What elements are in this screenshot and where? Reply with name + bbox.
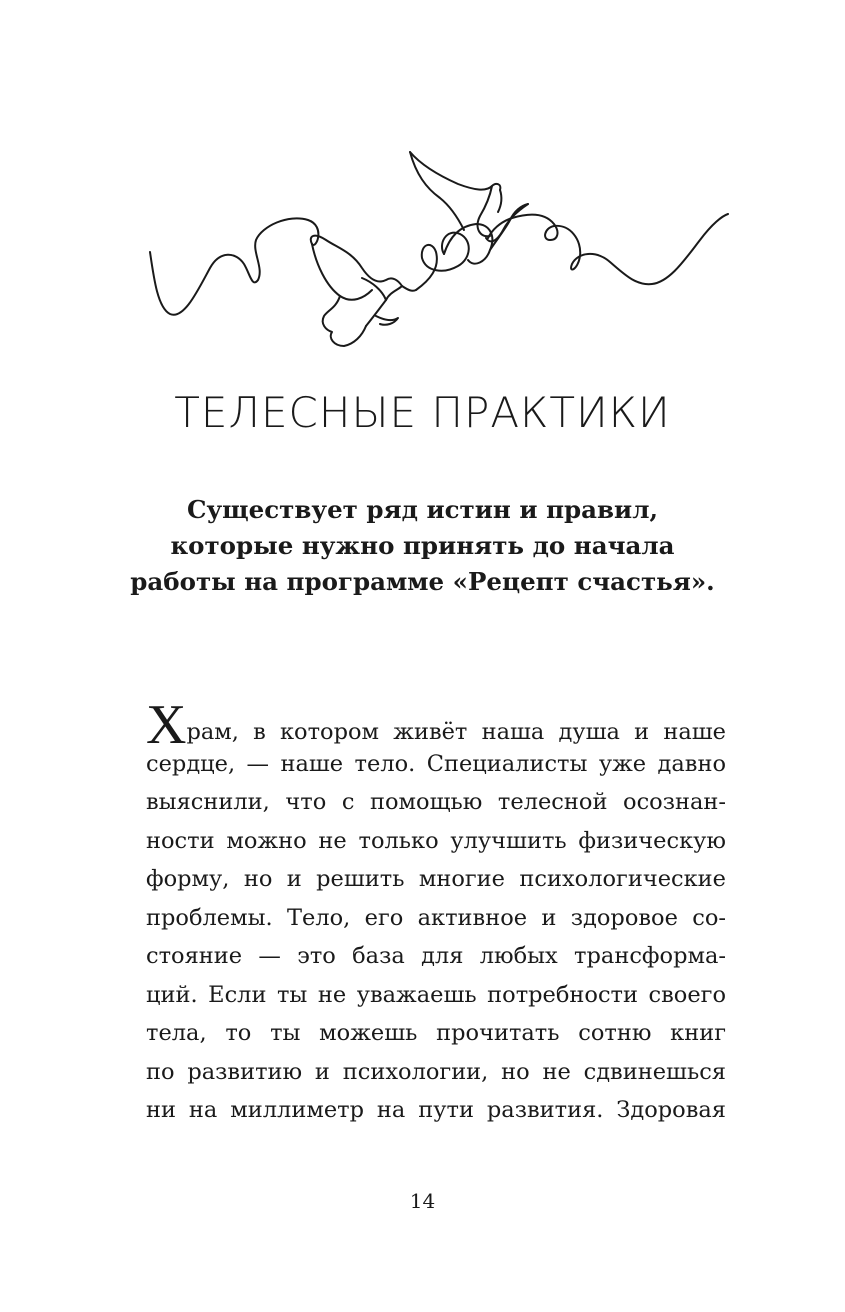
body-line: форму, но и решить многие психологические [146, 866, 726, 892]
body-line: по развитию и психологии, но не сдвинешься [146, 1058, 726, 1085]
body-line: ций. Если ты не уважаешь потребности своего [146, 981, 726, 1008]
page-number: 14 [409, 1189, 436, 1213]
chapter-title: ТЕЛЕСНЫЕ ПРАКТИКИ [174, 388, 671, 437]
body-line: ни на миллиметр на пути развития. Здоровая [146, 1097, 726, 1123]
body-line: стояние — это база для любых трансформа- [146, 943, 726, 969]
body-line: тела, то ты можешь прочитать сотню книг [146, 1020, 726, 1046]
body-line-text: рам, в котором живёт наша душа и наше [186, 719, 726, 745]
body-line [146, 694, 726, 756]
lead-paragraph [100, 492, 745, 600]
body-line: выяснили, что с помощью телесной осознан- [146, 789, 726, 815]
body-line: проблемы. Тело, его активное и здоровое со- [146, 904, 726, 931]
drop-cap: Х [146, 694, 187, 756]
body-paragraph [146, 694, 726, 1130]
lead-line: которые нужно принять до начала [170, 531, 675, 560]
body-line: ности можно не только улучшить физическую [146, 827, 726, 854]
body-line: сердце, — наше тело. Специалисты уже давно [146, 750, 726, 777]
lead-line: Существует ряд истин и правил, [186, 495, 658, 524]
lead-line: работы на программе «Рецепт счастья». [130, 567, 715, 596]
doves-line-art-icon [140, 140, 740, 360]
